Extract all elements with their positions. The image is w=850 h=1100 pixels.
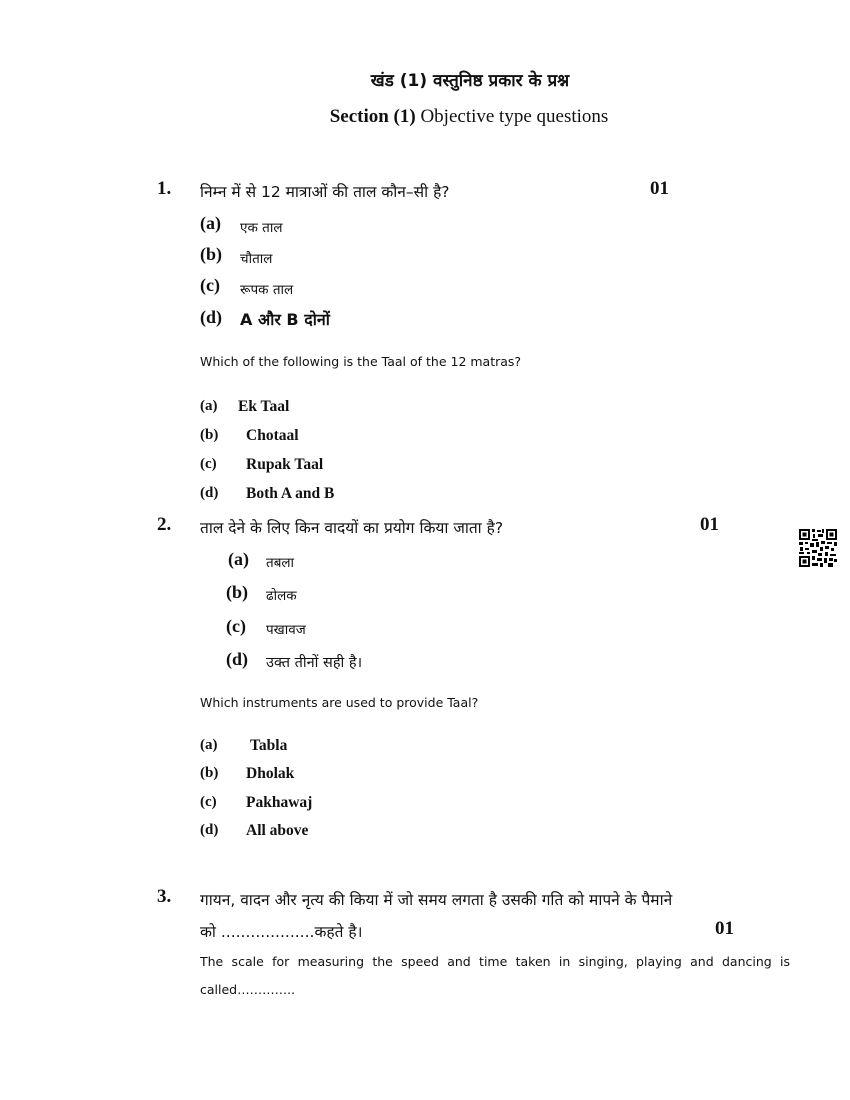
question-3-marks: 01 [715,918,734,939]
q2-option-d-text-en: All above [246,822,309,839]
q1-option-b-label-hi: (b) [200,244,222,264]
q2-option-b-text-hi: ढोलक [266,588,297,604]
q2-option-a-label-en: (a) [200,737,218,753]
question-1-text-hindi: निम्न में से 12 मात्राओं की ताल कौन–सी है? [200,183,450,201]
q2-option-c-text-en: Pakhawaj [246,794,313,811]
section-title-english-bold: Section (1) [329,106,416,127]
question-3-text-english-line2: called………….. [200,982,296,997]
question-1-text-english: Which of the following is the Taal of the 12 matras? [200,354,522,369]
question-2-text-hindi: ताल देने के लिए किन वादयों का प्रयोग किया जाता है? [200,519,504,537]
q2-option-a-text-en: Tabla [250,737,288,754]
q2-option-c-label-hi: (c) [226,616,246,636]
question-3-text-hindi-line2: को ...................कहते है। [200,923,363,941]
q2-option-a-text-hi: तबला [266,555,295,571]
q1-option-d-label-en: (d) [200,485,219,501]
q2-option-d-label-en: (d) [200,822,219,838]
question-2-number: 2. [157,514,172,535]
q1-option-c-text-en: Rupak Taal [246,456,324,473]
q1-option-d-text-en: Both A and B [246,485,335,502]
q1-option-a-text-hi: एक ताल [240,220,283,236]
question-3-number: 3. [157,886,172,907]
section-title-hindi: खंड (1) वस्तुनिष्ठ प्रकार के प्रश्न [370,71,570,91]
q1-option-a-label-en: (a) [200,398,218,414]
q1-option-d-text-hi: A और B दोनों [240,310,330,329]
q1-option-c-text-hi: रूपक ताल [240,282,294,298]
section-title-english [0,106,850,128]
question-3-text-hindi-line1: गायन, वादन और नृत्य की किया में जो समय लगता है उसकी गति को मापने के पैमाने [200,891,673,909]
q2-option-b-text-en: Dholak [246,765,295,782]
question-1-marks: 01 [650,178,669,199]
q1-option-c-label-hi: (c) [200,275,220,295]
q2-option-a-label-hi: (a) [228,549,249,569]
question-2-marks: 01 [700,514,719,535]
q2-option-b-label-hi: (b) [226,582,248,602]
q2-option-c-label-en: (c) [200,794,217,810]
q1-option-b-label-en: (b) [200,427,219,443]
q1-option-a-label-hi: (a) [200,213,221,233]
qr-code-icon [798,528,838,568]
question-2-text-english: Which instruments are used to provide Taal? [200,695,479,710]
section-title-english-rest: Objective type questions [415,106,609,127]
question-1-number: 1. [157,178,172,199]
q1-option-c-label-en: (c) [200,456,217,472]
q2-option-b-label-en: (b) [200,765,219,781]
q1-option-a-text-en: Ek Taal [238,398,290,415]
q2-option-c-text-hi: पखावज [266,622,306,638]
q1-option-b-text-en: Chotaal [246,427,299,444]
q2-option-d-label-hi: (d) [226,649,248,669]
question-3-text-english-line1: The scale for measuring the speed and time taken in singing, playing and dancing is [200,954,790,969]
q1-option-b-text-hi: चौताल [240,251,273,267]
q2-option-d-text-hi: उक्त तीनों सही है। [266,655,363,671]
q1-option-d-label-hi: (d) [200,307,222,327]
